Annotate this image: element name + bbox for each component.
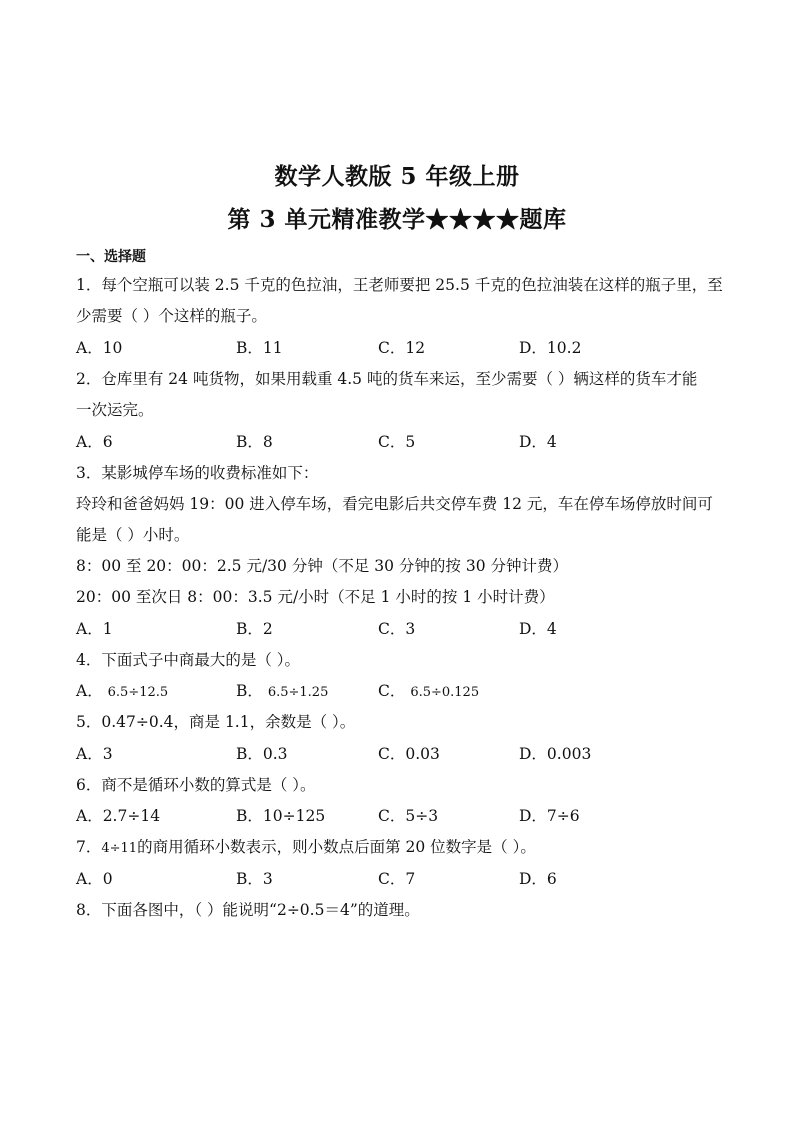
question-5-options [76, 743, 716, 765]
option-b: B．3 [236, 870, 273, 888]
option-b: B．0.3 [236, 745, 288, 763]
option-b: B．8 [236, 433, 273, 451]
question-1-text-cont: 少需要（ ）个这样的瓶子。 [76, 307, 267, 325]
option-c: C．5÷3 [378, 807, 439, 825]
option-c: C．7 [378, 870, 416, 888]
option-a: A．3 [76, 745, 113, 763]
question-3-text-cont2: 能是（ ）小时。 [76, 526, 190, 544]
question-1-text: 1．每个空瓶可以装 2.5 千克的色拉油，王老师要把 25.5 千克的色拉油装在这样的瓶子里，至 [76, 276, 723, 294]
option-c-expr: 6.5÷0.125 [410, 685, 480, 700]
question-2-text-cont: 一次运完。 [76, 401, 154, 419]
question-3-text: 3．某影城停车场的收费标准如下： [76, 464, 319, 482]
question-2-text: 2．仓库里有 24 吨货物，如果用载重 4.5 吨的货车来运，至少需要（ ）辆这样的货车才能 [76, 370, 698, 388]
option-c: C．5 [378, 433, 416, 451]
option-d: D．7÷6 [519, 807, 580, 825]
question-7-expr: 4÷11 [101, 841, 138, 856]
option-a: A．2.7÷14 [76, 807, 161, 825]
option-c: C．0.03 [378, 745, 440, 763]
question-6-text: 6．商不是循环小数的算式是（ ）。 [76, 776, 316, 794]
option-c: C．12 [378, 339, 426, 357]
option-c: C．3 [378, 620, 416, 638]
option-a: A．6 [76, 433, 113, 451]
question-3-rate-day: 8：00 至 20：00：2.5 元/30 分钟（不足 30 分钟的按 30 分钟计费） [76, 557, 568, 575]
option-b: B．11 [236, 339, 283, 357]
question-5-text: 5．0.47÷0.4，商是 1.1，余数是（ ）。 [76, 713, 356, 731]
section-heading: 一、选择题 [76, 249, 146, 265]
question-7-text: 7．4÷11的商用循环小数表示，则小数点后面第 20 位数字是（ ）。 [76, 838, 536, 856]
option-a: A．1 [76, 620, 113, 638]
option-c: C． 6.5÷0.125 [378, 682, 480, 700]
option-a: A．10 [76, 339, 123, 357]
option-b: B．10÷125 [236, 807, 326, 825]
question-3-text-cont: 玲玲和爸爸妈妈 19：00 进入停车场，看完电影后共交停车费 12 元，车在停车场停放时间可 [76, 495, 713, 513]
question-7-options [76, 868, 716, 890]
option-a: A． 6.5÷12.5 [76, 682, 169, 700]
option-d: D．0.003 [519, 745, 592, 763]
question-3-rate-night: 20：00 至次日 8：00：3.5 元/小时（不足 1 小时的按 1 小时计费） [76, 588, 555, 606]
question-1-options [76, 337, 716, 359]
document-title: 数学人教版 5 年级上册 [274, 163, 520, 190]
option-b: B．2 [236, 620, 273, 638]
question-2-options [76, 431, 716, 453]
option-a-expr: 6.5÷12.5 [107, 685, 169, 700]
option-d: D．10.2 [519, 339, 582, 357]
question-6-options [76, 805, 716, 827]
question-3-options [76, 618, 716, 640]
option-b: B． 6.5÷1.25 [236, 682, 329, 700]
question-4-options [76, 680, 716, 702]
option-d: D．4 [519, 433, 557, 451]
option-a: A．0 [76, 870, 113, 888]
question-8-text: 8．下面各图中，（ ）能说明“2÷0.5＝4”的道理。 [76, 901, 420, 919]
option-d: D．4 [519, 620, 557, 638]
option-d: D．6 [519, 870, 557, 888]
document-subtitle: 第 3 单元精准教学★★★★题库 [227, 206, 567, 233]
question-4-text: 4．下面式子中商最大的是（ ）。 [76, 651, 301, 669]
option-b-expr: 6.5÷1.25 [267, 685, 329, 700]
